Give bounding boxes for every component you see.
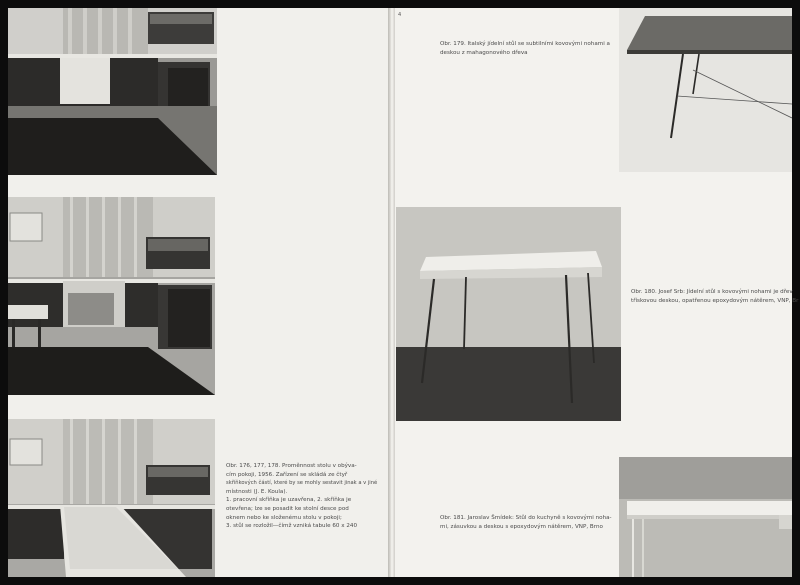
caption-line: otevřena; lze se posadit ke stolní desce pod — [226, 505, 349, 512]
caption-fig179 — [440, 40, 610, 57]
caption-line: mi, zásuvkou a deskou s epoxydovým nátěrem, VNP, Brno — [440, 523, 603, 530]
caption-line: místnosti (J. E. Koula). — [226, 488, 288, 495]
caption-line: 3. stůl se rozložil—čímž vzniká tabule 60 x 240 — [226, 523, 358, 530]
caption-line: skříňkových částí, které by se mohly sestavit jinak a v jiné — [226, 480, 378, 487]
caption-fig176-178 — [226, 462, 377, 531]
photo-fig177-interior — [8, 197, 215, 395]
caption-fig181 — [440, 514, 612, 531]
caption-line: oknem nebo ke složenému stolu v pokoji; — [226, 514, 342, 521]
caption-line: třískovou deskou, opatřenou epoxydovým nátěrem, VNP, Br — [631, 297, 799, 304]
photo-fig176-interior — [8, 8, 217, 175]
caption-line: Obr. 181. Jaroslav Šmídek: Stůl do kuchyně s kovovými noha- — [440, 515, 612, 521]
caption-line: Obr. 176, 177, 178. Proměnnost stolu v obýva- — [226, 463, 357, 469]
caption-line: Obr. 179. Italský jídelní stůl se subtilními kovovými nohami a — [440, 41, 610, 47]
caption-fig180 — [631, 288, 798, 305]
page-number: 4 — [398, 12, 402, 18]
book-gutter — [388, 8, 395, 577]
photo-fig178-interior — [8, 419, 215, 577]
caption-line: deskou z mahagonového dřeva — [440, 49, 528, 56]
caption-line: 1. pracovní skříňka je uzavřena, 2. skříňka je — [226, 497, 352, 504]
caption-line: Obr. 180. Josef Srb: Jídelní stůl s kovovými nohami je dřev — [631, 289, 793, 295]
photo-fig179-italian-table — [619, 8, 792, 172]
photo-fig180-table — [396, 207, 621, 421]
caption-line: cím pokoji, 1956. Zařízení se skládá ze čtyř — [226, 471, 348, 478]
photo-fig181-kitchen-table — [619, 457, 792, 577]
